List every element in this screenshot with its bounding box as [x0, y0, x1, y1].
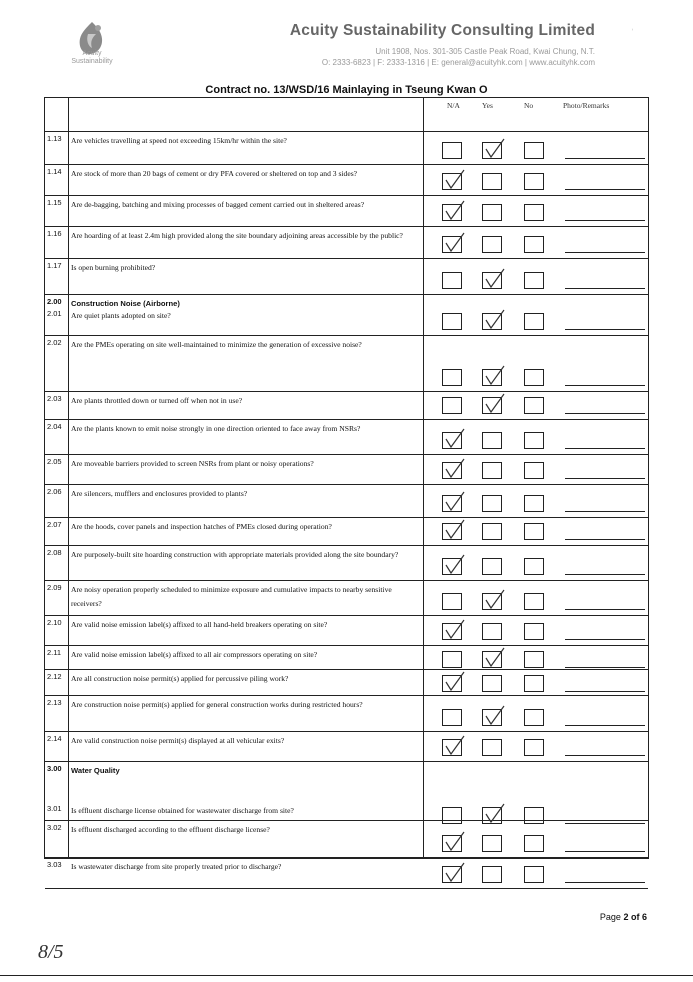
remarks-line[interactable] [565, 385, 645, 386]
row-number: 2.06 [47, 487, 62, 496]
checkbox-yes[interactable] [482, 462, 502, 479]
checkbox-no[interactable] [524, 142, 544, 159]
row-question: Are noisy operation properly scheduled to minimize exposure and cumulative impacts to nearby sensitive receivers? [71, 585, 392, 608]
remarks-line[interactable] [565, 189, 645, 190]
checkbox-no[interactable] [524, 651, 544, 668]
remarks-line[interactable] [565, 639, 645, 640]
checkmark-icon [444, 734, 466, 756]
row-question: Are de-bagging, batching and mixing processes of bagged cement carried out in sheltered areas? [71, 200, 365, 209]
checkbox-na[interactable] [442, 675, 462, 692]
checkbox-na[interactable] [442, 651, 462, 668]
checklist-row [45, 857, 648, 888]
contact-line: O: 2333-6823 | F: 2333-1316 | E: general@acuityhk.com | www.acuityhk.com [321, 58, 595, 67]
remarks-line[interactable] [565, 539, 645, 540]
checkbox-yes[interactable] [482, 142, 502, 159]
checkbox-na[interactable] [442, 739, 462, 756]
section-row [45, 761, 648, 801]
checkmark-icon [444, 830, 466, 852]
row-question: Are quiet plants adopted on site? [71, 311, 171, 320]
remarks-line[interactable] [565, 667, 645, 668]
row-number: 3.02 [47, 823, 62, 832]
checkbox-no[interactable] [524, 432, 544, 449]
checkbox-yes[interactable] [482, 236, 502, 253]
checkmark-icon [484, 392, 506, 414]
checklist-row [45, 695, 648, 731]
checkmark-icon [444, 231, 466, 253]
row-number: 2.11 [47, 648, 62, 657]
remarks-line[interactable] [565, 574, 645, 575]
checkbox-no[interactable] [524, 835, 544, 852]
checkbox-yes[interactable] [482, 623, 502, 640]
checkmark-icon [484, 364, 506, 386]
remarks-line[interactable] [565, 220, 645, 221]
checkbox-na[interactable] [442, 866, 462, 883]
checklist-row [45, 391, 648, 419]
page-bottom-rule [0, 975, 693, 976]
checkmark-icon [444, 670, 466, 692]
company-name: Acuity Sustainability Consulting Limited [289, 22, 595, 39]
row-number: 2.10 [47, 618, 62, 627]
checkbox-no[interactable] [524, 397, 544, 414]
row-number: 3.03 [47, 860, 62, 869]
remarks-line[interactable] [565, 252, 645, 253]
checkbox-na[interactable] [442, 369, 462, 386]
checklist-row [45, 258, 648, 294]
row-divider [45, 888, 648, 889]
checkbox-no[interactable] [524, 313, 544, 330]
checkbox-no[interactable] [524, 462, 544, 479]
row-question: Are valid noise emission label(s) affixed to all air compressors operating on site? [71, 650, 318, 659]
contract-title: Contract no. 13/WSD/16 Mainlaying in Tseung Kwan O [205, 84, 488, 96]
checkbox-no[interactable] [524, 709, 544, 726]
checkmark-icon [484, 704, 506, 726]
checkmark-icon [484, 588, 506, 610]
checklist-row [45, 306, 648, 335]
checkbox-yes[interactable] [482, 173, 502, 190]
checklist-row [45, 419, 648, 454]
row-question: Are the plants known to emit noise strongly in one direction oriented to face away from NSRs? [71, 424, 361, 433]
handwritten-note [36, 936, 76, 966]
row-number: 3.00 [47, 764, 62, 773]
remarks-line[interactable] [565, 882, 645, 883]
handwritten-note-text: 8/5 [38, 941, 64, 963]
row-question: Is wastewater discharge from site properly treated prior to discharge? [71, 862, 282, 871]
checkmark-icon [444, 518, 466, 540]
checklist-row [45, 820, 648, 857]
checkbox-no[interactable] [524, 236, 544, 253]
remarks-line[interactable] [565, 609, 645, 610]
checkbox-yes[interactable] [482, 709, 502, 726]
checklist-row [45, 335, 648, 391]
checkbox-no[interactable] [524, 739, 544, 756]
checkmark-icon [484, 267, 506, 289]
checklist-row [45, 615, 648, 645]
checkbox-no[interactable] [524, 369, 544, 386]
row-question: Is effluent discharged according to the effluent discharge license? [71, 825, 270, 834]
checkbox-na[interactable] [442, 835, 462, 852]
checkbox-yes[interactable] [482, 495, 502, 512]
row-number: 1.16 [47, 229, 62, 238]
row-number: 2.04 [47, 422, 62, 431]
checkbox-yes[interactable] [482, 272, 502, 289]
remarks-line[interactable] [565, 448, 645, 449]
checklist-row [45, 645, 648, 669]
row-number: 1.17 [47, 261, 62, 270]
row-question: Are purposely-built site hoarding construction with appropriate materials provided along the site boundary? [71, 550, 399, 559]
logo-label: Acuity [82, 50, 102, 57]
remarks-line[interactable] [565, 725, 645, 726]
checkmark-icon [484, 137, 506, 159]
remarks-line[interactable] [565, 478, 645, 479]
page-current: 2 [623, 912, 629, 922]
row-number: 2.01 [47, 309, 62, 318]
page-of: of [630, 912, 640, 922]
checkbox-na[interactable] [442, 495, 462, 512]
row-number: 2.12 [47, 672, 62, 681]
row-number: 1.14 [47, 167, 62, 176]
checkbox-no[interactable] [524, 523, 544, 540]
company-address [322, 46, 595, 68]
logo-sub: Sustainability [71, 58, 113, 65]
remarks-line[interactable] [565, 851, 645, 852]
checkbox-na[interactable] [442, 204, 462, 221]
row-question: Are the PMEs operating on site well-maintained to minimize the generation of excessive noise? [71, 340, 362, 349]
checklist-row [45, 801, 648, 820]
logo-text [62, 50, 122, 66]
page-prefix: Page [599, 912, 621, 922]
remarks-line[interactable] [565, 288, 645, 289]
remarks-line[interactable] [565, 755, 645, 756]
row-number: 2.03 [47, 394, 62, 403]
remarks-line[interactable] [565, 413, 645, 414]
remarks-line[interactable] [565, 158, 645, 159]
checklist-row [45, 545, 648, 580]
checkbox-na[interactable] [442, 142, 462, 159]
checkbox-yes[interactable] [482, 204, 502, 221]
row-question: Are valid construction noise permit(s) displayed at all vehicular exits? [71, 736, 285, 745]
checkbox-yes[interactable] [482, 432, 502, 449]
checkbox-no[interactable] [524, 623, 544, 640]
checkbox-yes[interactable] [482, 739, 502, 756]
section-row [45, 294, 648, 306]
checkmark-icon [444, 457, 466, 479]
remarks-line[interactable] [565, 329, 645, 330]
row-number: 2.05 [47, 457, 62, 466]
row-number: 2.09 [47, 583, 62, 592]
checkbox-na[interactable] [442, 462, 462, 479]
remarks-line[interactable] [565, 691, 645, 692]
checkbox-yes[interactable] [482, 523, 502, 540]
checkmark-icon [444, 490, 466, 512]
row-question: Are silencers, mufflers and enclosures provided to plants? [71, 489, 248, 498]
row-number: 1.15 [47, 198, 62, 207]
checkbox-yes[interactable] [482, 313, 502, 330]
checkmark-icon [444, 618, 466, 640]
row-question: Are valid noise emission label(s) affixed to all hand-held breakers operating on site? [71, 620, 328, 629]
checkbox-no[interactable] [524, 204, 544, 221]
section-title: Water Quality [71, 766, 120, 775]
row-number: 3.01 [47, 804, 62, 813]
checkbox-na[interactable] [442, 623, 462, 640]
remarks-line[interactable] [565, 511, 645, 512]
row-question: Are the hoods, cover panels and inspection hatches of PMEs closed during operation? [71, 522, 332, 531]
checklist-row [45, 517, 648, 545]
checkmark-icon [484, 308, 506, 330]
row-question: Are plants throttled down or turned off when not in use? [71, 396, 243, 405]
checkbox-na[interactable] [442, 173, 462, 190]
checkmark-icon [484, 646, 506, 668]
checkbox-yes[interactable] [482, 675, 502, 692]
checkbox-yes[interactable] [482, 651, 502, 668]
checklist-row [45, 454, 648, 484]
checkbox-no[interactable] [524, 272, 544, 289]
checkbox-no[interactable] [524, 593, 544, 610]
checkbox-yes[interactable] [482, 835, 502, 852]
row-number: 2.13 [47, 698, 62, 707]
row-number: 2.00 [47, 297, 62, 306]
header-yes: Yes [482, 101, 493, 110]
row-question: Are stock of more than 20 bags of cement or dry PFA covered or sheltered on top and 3 sides? [71, 169, 358, 178]
checkbox-no[interactable] [524, 866, 544, 883]
row-question: Are all construction noise permit(s) applied for percussive piling work? [71, 674, 289, 683]
checkbox-no[interactable] [524, 173, 544, 190]
row-number: 2.07 [47, 520, 62, 529]
checkbox-na[interactable] [442, 432, 462, 449]
checkbox-na[interactable] [442, 558, 462, 575]
checkbox-na[interactable] [442, 523, 462, 540]
section-title: Construction Noise (Airborne) [71, 299, 180, 308]
checkbox-na[interactable] [442, 313, 462, 330]
row-question: Are construction noise permit(s) applied for general construction works during restricted hours? [71, 700, 363, 709]
checkmark-icon [444, 861, 466, 883]
checkbox-no[interactable] [524, 495, 544, 512]
checkbox-na[interactable] [442, 709, 462, 726]
checkmark-icon [444, 199, 466, 221]
checkmark-icon [444, 553, 466, 575]
checkbox-yes[interactable] [482, 397, 502, 414]
checkmark-icon [444, 168, 466, 190]
checkbox-yes[interactable] [482, 866, 502, 883]
row-question: Are vehicles travelling at speed not exceeding 15km/hr within the site? [71, 136, 287, 145]
checkmark-icon [444, 427, 466, 449]
row-question: Is effluent discharge license obtained for wastewater discharge from site? [71, 806, 294, 815]
page-number [600, 912, 647, 922]
checklist-row [45, 669, 648, 695]
checklist-row [45, 484, 648, 517]
address-line: Unit 1908, Nos. 301-305 Castle Peak Road, Kwai Chung, N.T. [375, 47, 595, 56]
row-number: 2.08 [47, 548, 62, 557]
checkbox-no[interactable] [524, 675, 544, 692]
header-na: N/A [447, 101, 460, 110]
checkbox-na[interactable] [442, 236, 462, 253]
page-total: 6 [641, 912, 647, 922]
row-number: 2.14 [47, 734, 62, 743]
header-no: No [524, 101, 534, 110]
checklist-row [45, 731, 648, 761]
row-number: 2.02 [47, 338, 62, 347]
checklist-row [45, 195, 648, 226]
stray-mark: ʾ [631, 28, 634, 37]
header-remarks: Photo/Remarks [563, 101, 610, 110]
checkbox-no[interactable] [524, 558, 544, 575]
checklist-table [44, 97, 649, 871]
checkbox-na[interactable] [442, 272, 462, 289]
checkbox-yes[interactable] [482, 369, 502, 386]
checklist-row [45, 164, 648, 195]
checklist-row [45, 226, 648, 258]
checklist-row [45, 580, 648, 615]
row-question: Are hoarding of at least 2.4m high provided along the site boundary adjoining areas accessible by the public? [71, 231, 403, 240]
row-question: Is open burning prohibited? [71, 263, 156, 272]
checkbox-yes[interactable] [482, 558, 502, 575]
checkbox-na[interactable] [442, 593, 462, 610]
row-question: Are moveable barriers provided to screen NSRs from plant or noisy operations? [71, 459, 314, 468]
checkbox-yes[interactable] [482, 593, 502, 610]
row-number: 1.13 [47, 134, 62, 143]
checkbox-na[interactable] [442, 397, 462, 414]
checklist-row [45, 131, 648, 164]
